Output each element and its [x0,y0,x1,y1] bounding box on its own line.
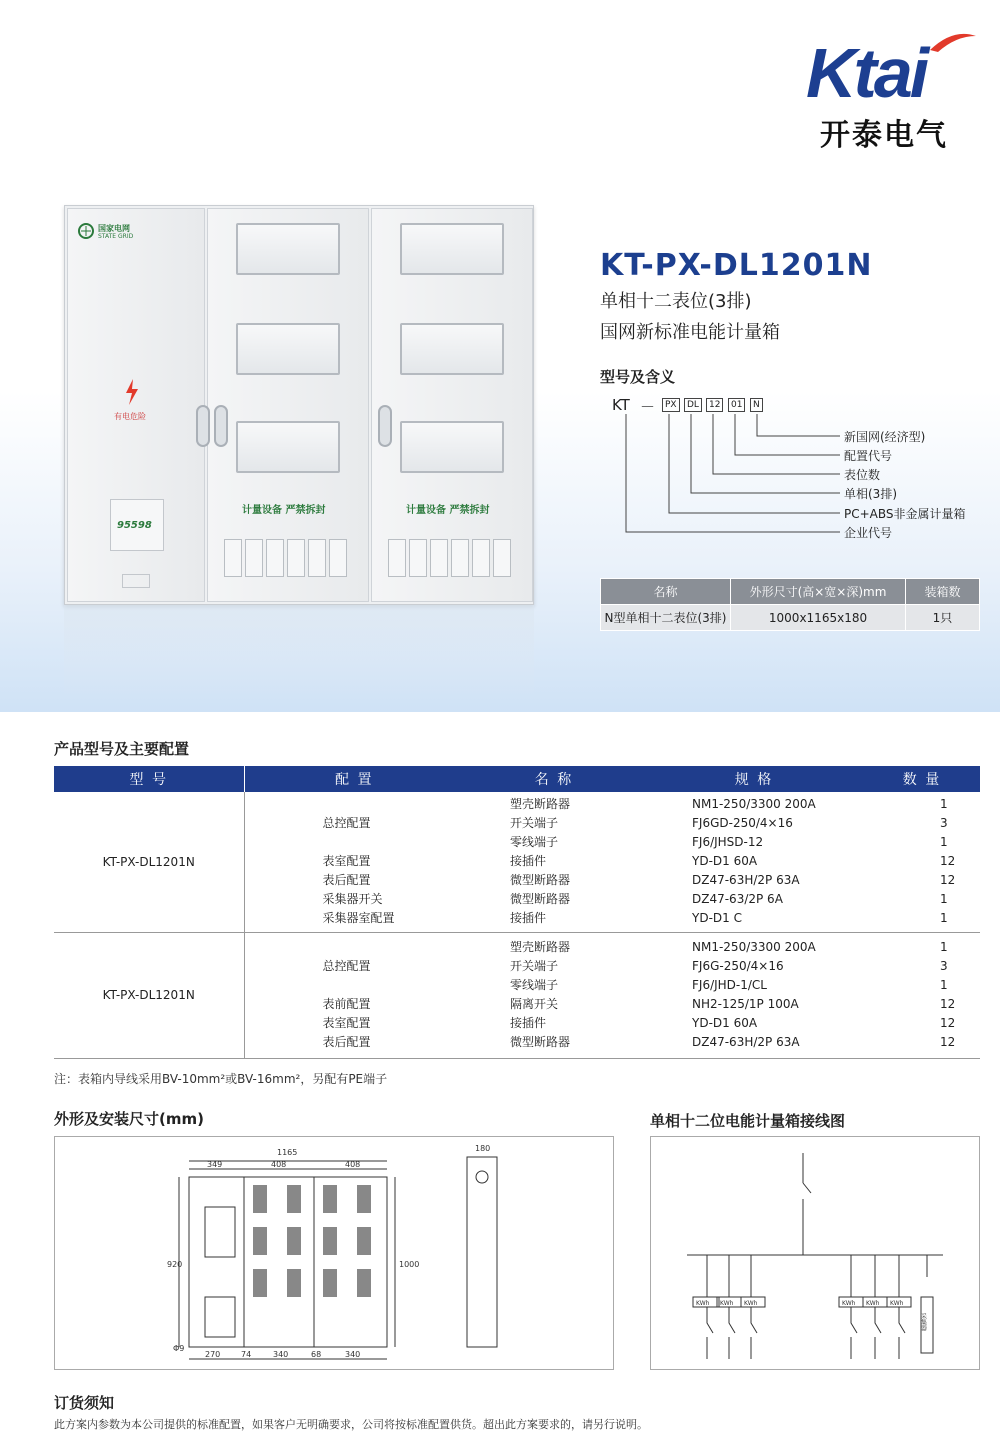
cabinet-image [64,205,534,605]
config-title: 产品型号及主要配置 [54,740,190,758]
right-door [371,208,533,602]
dim-label: 74 [241,1350,252,1359]
breaker-slot [430,539,448,577]
seal-label: 计量设备 严禁拆封 [242,505,326,516]
config-header: 规 格 [644,766,864,792]
brand-logo [800,30,985,153]
breaker-slot [287,539,305,577]
config-qty: 1 3 1 12 12 12 [940,940,956,1049]
spec-cell: 1000x1165x180 [731,605,906,631]
code-dash: － [640,398,656,416]
config-header: 数 量 [864,766,980,792]
brand-name: 开泰电气 [820,118,948,153]
dim-label: 180 [475,1144,491,1153]
config-config: 总控配置 表前配置 表室配置 表后配置 [322,959,371,1049]
dim-label: 349 [207,1160,223,1169]
meter-label: KWh [890,1300,904,1307]
state-grid-logo-icon [78,223,94,239]
config-header: 配 置 [244,766,464,792]
code-leader-lines [612,396,852,546]
spec-cell: N型单相十二表位(3排) [601,605,731,631]
meter-window [400,223,504,275]
dim-label: 1165 [277,1148,298,1157]
product-subtitle-1: 单相十二表位(3排) [600,291,752,312]
config-names: 塑壳断路器 开关端子 零线端子 隔离开关 接插件 微型断路器 [510,940,571,1049]
breaker-row [388,539,511,577]
dim-label: 340 [273,1350,289,1359]
code-label: 企业代号 [844,526,893,540]
config-names: 塑壳断路器 开关端子 零线端子 接插件 微型断路器 微型断路器 接插件 [510,797,571,926]
hotline-window [110,499,164,551]
code-label: 配置代号 [844,449,893,463]
dim-label: Φ9 [173,1344,185,1353]
order-text: 此方案内参数为本公司提供的标准配置，如果客户无明确要求，公司将按标准配置供货。超出此方案要求的，请另行说明。 [54,1418,648,1431]
meter-label: KWh [842,1300,856,1307]
breaker-slot [308,539,326,577]
config-model: KT-PX-DL1201N [54,792,244,932]
meter-label: KWh [866,1300,880,1307]
dim-label: 340 [345,1350,361,1359]
config-specs: NM1-250/3300 200A FJ6GD-250/4×16 FJ6/JHSD-12 YD-D1 60A DZ47-63H/2P 63A DZ47-63/2P 6A YD-D1 C [692,797,816,926]
config-specs: NM1-250/3300 200A FJ6G-250/4×16 FJ6/JHD-1/CL NH2-125/1P 100A YD-D1 60A DZ47-63H/2P 63A [692,940,816,1049]
dims-title: 外形及安装尺寸(mm) [54,1110,204,1128]
breaker-slot [388,539,406,577]
dim-label: 920 [167,1260,183,1269]
wiring-title: 单相十二位电能计量箱接线图 [650,1112,846,1130]
order-title: 订货须知 [54,1394,115,1412]
code-box: 12 [706,398,723,412]
product-subtitle-2: 国网新标准电能计量箱 [600,322,780,343]
left-door [67,208,205,602]
breaker-slot [409,539,427,577]
code-box: PX [662,398,680,412]
model-code-diagram [612,396,1000,546]
dim-label: 408 [271,1160,287,1169]
breaker-slot [451,539,469,577]
config-group [54,792,980,932]
danger-label: 有电危险 [114,412,146,421]
meter-window [236,323,340,375]
meter-window [236,223,340,275]
logo-swoosh-icon [928,30,978,54]
dimension-drawing [54,1136,614,1370]
danger-bolt-icon [124,379,140,405]
code-box: N [750,398,763,412]
meter-window [236,421,340,473]
breaker-slot [245,539,263,577]
config-header: 名 称 [464,766,644,792]
logo-text: Ktai [806,34,927,112]
meaning-title: 型号及含义 [600,368,676,386]
code-label: PC+ABS非金属计量箱 [844,507,966,521]
breaker-slot [472,539,490,577]
door-handle [378,405,392,447]
collector-label: 采集器 [919,1313,927,1331]
door-handle [196,405,210,447]
breaker-slot [266,539,284,577]
config-config: 总控配置 表室配置 表后配置 采集器开关 采集器室配置 [322,816,395,926]
spec-header: 装箱数 [906,579,980,605]
config-header: 型 号 [54,766,244,792]
state-grid-name: 国家电网 [98,224,130,233]
config-qty: 1 3 1 12 12 1 1 [940,797,956,926]
wiring-diagram [650,1136,980,1370]
cabinet-reflection [64,605,534,700]
breaker-row [224,539,347,577]
lock-slot [122,574,150,588]
meter-window [400,323,504,375]
state-grid-en: STATE GRID [98,233,134,240]
config-note: 注：表箱内导线采用BV-10mm²或BV-16mm²，另配有PE端子 [54,1072,388,1086]
spec-table [600,578,980,631]
meter-label: KWh [744,1300,758,1307]
dim-label: 270 [205,1350,221,1359]
config-table [54,766,980,1059]
meter-label: KWh [696,1300,710,1307]
dim-label: 408 [345,1160,361,1169]
meter-window [400,421,504,473]
code-box: 01 [728,398,745,412]
dim-label: 68 [311,1350,322,1359]
breaker-slot [493,539,511,577]
config-group [54,932,980,1058]
product-model: KT-PX-DL1201N [600,248,873,283]
dim-label: 1000 [399,1260,420,1269]
seal-label: 计量设备 严禁拆封 [406,505,490,516]
spec-header: 名称 [601,579,731,605]
code-prefix: KT [612,396,630,414]
config-model: KT-PX-DL1201N [54,932,244,1058]
breaker-slot [329,539,347,577]
breaker-slot [224,539,242,577]
code-box: DL [684,398,702,412]
spec-cell: 1只 [906,605,980,631]
meter-label: KWh [720,1300,734,1307]
code-label: 新国网(经济型) [844,430,926,444]
door-handle [214,405,228,447]
middle-door [207,208,369,602]
wiring-diagram-svg [651,1137,979,1369]
code-label: 表位数 [844,468,881,482]
code-label: 单相(3排) [844,487,897,501]
spec-header: 外形尺寸(高×宽×深)mm [731,579,906,605]
hotline-number: 95598 [117,520,152,531]
dimension-drawing-svg [55,1137,613,1369]
